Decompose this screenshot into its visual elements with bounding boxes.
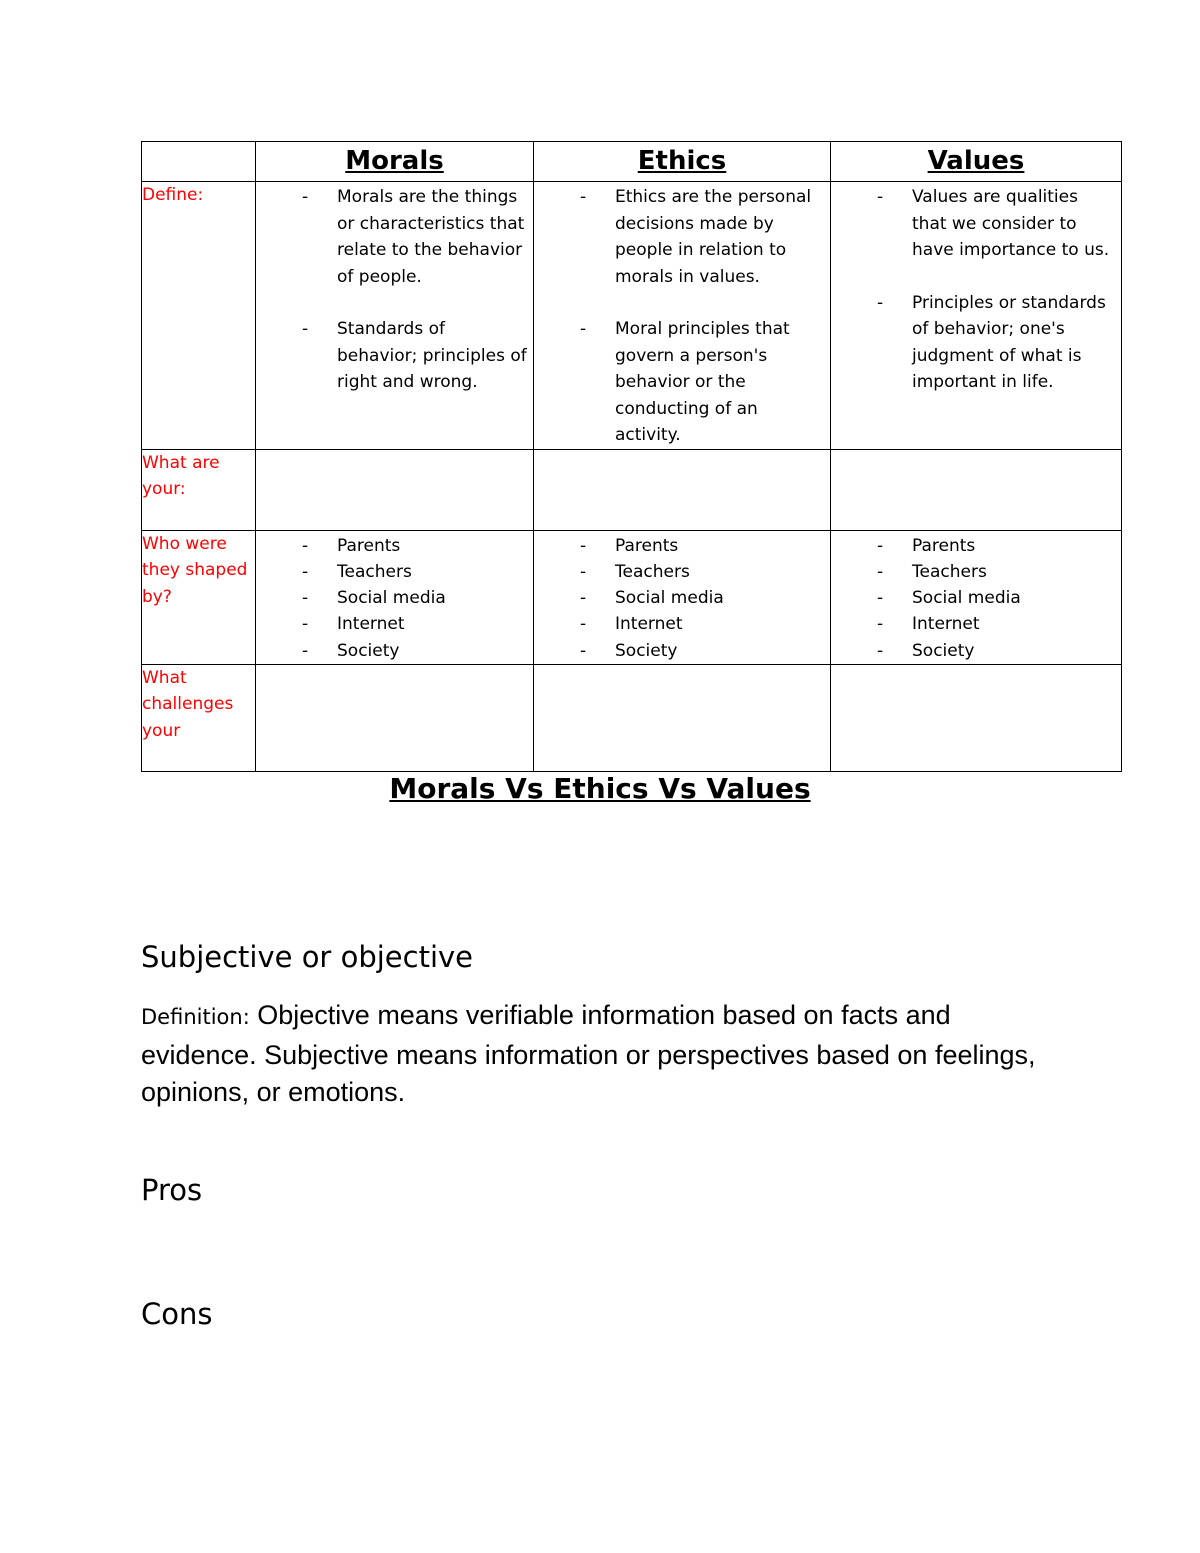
list-item: - Teachers [337, 559, 529, 585]
define-row [142, 182, 1122, 450]
list-item: - Values are qualities that we consider to have importance to us. [912, 184, 1117, 264]
define-morals-cell [256, 182, 534, 450]
list-item: - Parents [615, 533, 826, 559]
list-item: - Society [912, 638, 1117, 664]
list-item: - Ethics are the personal decisions made by people in relation to morals in values. [615, 184, 826, 290]
definition-label: Definition: [141, 1005, 250, 1029]
challenges-row [142, 664, 1122, 771]
list-item: - Society [615, 638, 826, 664]
list-item: - Social media [912, 585, 1117, 611]
list-item: - Principles or standards of behavior; one's judgment of what is important in life. [912, 290, 1117, 396]
list-item: - Social media [337, 585, 529, 611]
pros-heading: Pros [141, 1173, 203, 1207]
subjective-heading: Subjective or objective [141, 940, 473, 974]
who-morals-cell [256, 530, 534, 664]
define-values-cell [831, 182, 1122, 450]
list-item: - Internet [615, 611, 826, 637]
row-label-define: Define: [142, 182, 256, 450]
list-item: - Morals are the things or characteristics that relate to the behavior of people. [337, 184, 529, 290]
comparison-table [141, 141, 1122, 772]
list-item: - Moral principles that govern a person's behavior or the conducting of an activity. [615, 316, 826, 449]
what-ethics-cell [534, 449, 831, 530]
page-title: Morals Vs Ethics Vs Values [389, 772, 811, 805]
row-label-what: What are your: [142, 449, 256, 530]
list-item: - Standards of behavior; principles of right and wrong. [337, 316, 529, 396]
define-ethics-cell [534, 182, 831, 450]
corner-cell [142, 142, 256, 182]
cons-heading: Cons [141, 1297, 213, 1331]
list-item: - Social media [615, 585, 826, 611]
list-item: - Society [337, 638, 529, 664]
list-item: - Teachers [912, 559, 1117, 585]
what-morals-cell [256, 449, 534, 530]
header-ethics: Ethics [534, 142, 831, 182]
who-ethics-cell [534, 530, 831, 664]
definition-text: Objective means verifiable information based on facts and evidence. Subjective means information or perspectives based on feelings, opinions, or emotions. [141, 1000, 1036, 1107]
who-row [142, 530, 1122, 664]
header-values: Values [831, 142, 1122, 182]
list-item: - Internet [337, 611, 529, 637]
challenges-ethics-cell [534, 664, 831, 771]
list-item: - Parents [337, 533, 529, 559]
row-label-challenges: What challenges your [142, 664, 256, 771]
what-row [142, 449, 1122, 530]
row-label-who: Who were they shaped by? [142, 530, 256, 664]
challenges-values-cell [831, 664, 1122, 771]
what-values-cell [831, 449, 1122, 530]
challenges-morals-cell [256, 664, 534, 771]
header-morals: Morals [256, 142, 534, 182]
list-item: - Teachers [615, 559, 826, 585]
list-item: - Parents [912, 533, 1117, 559]
header-row [142, 142, 1122, 182]
list-item: - Internet [912, 611, 1117, 637]
definition-paragraph [141, 997, 1061, 1112]
who-values-cell [831, 530, 1122, 664]
